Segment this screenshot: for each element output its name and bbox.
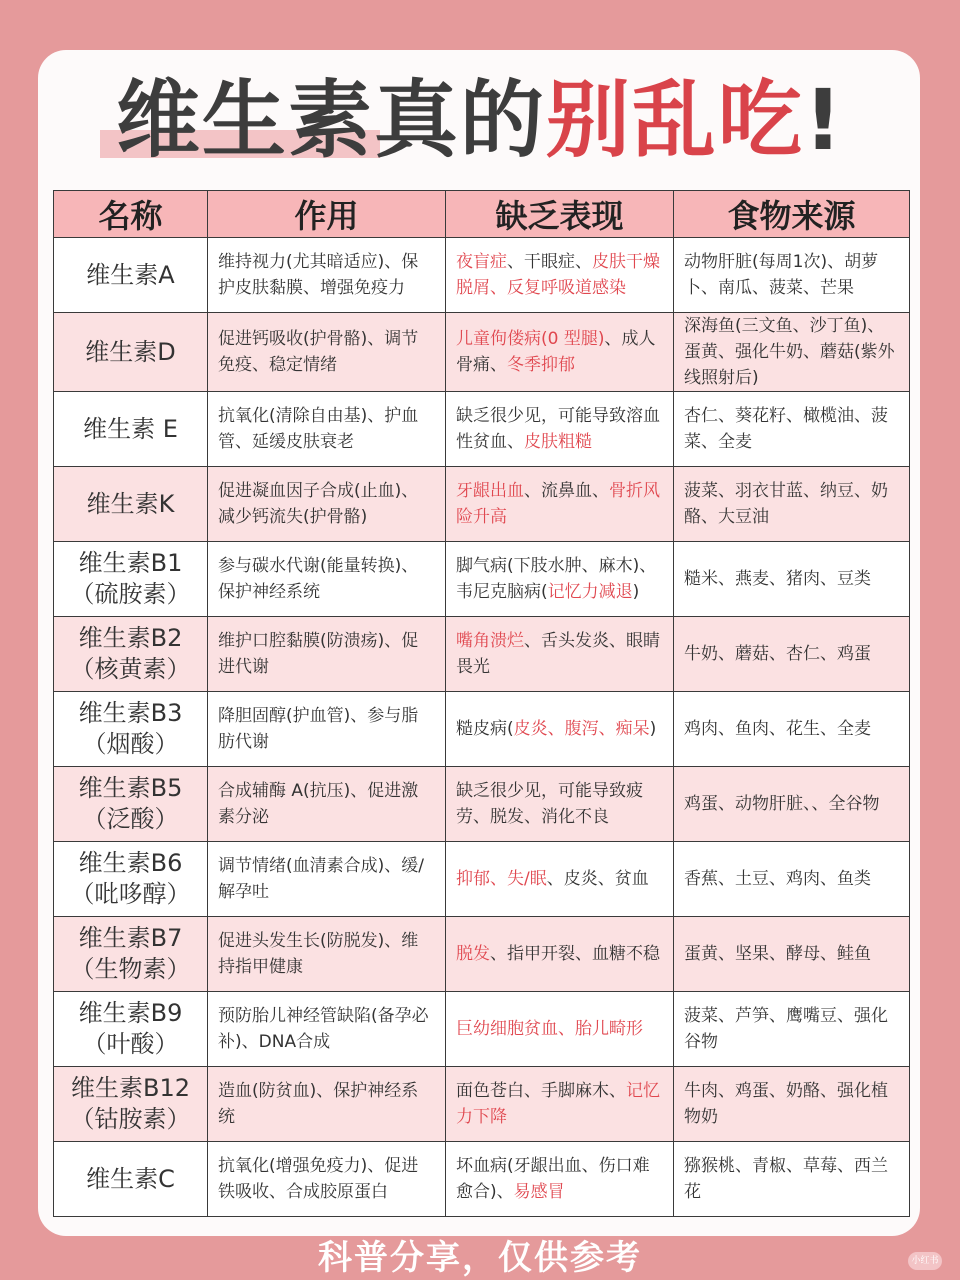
- vitamin-name-cell: [54, 467, 208, 542]
- vitamin-name: 维生素K: [86, 489, 175, 518]
- cell-text: 缺乏很少见，可能导致疲劳、脱发、消化不良: [456, 781, 643, 827]
- deficiency-cell: [446, 767, 674, 842]
- effect-cell: [208, 842, 446, 917]
- highlight-text: 冬季抑郁: [507, 355, 575, 375]
- food-cell: [674, 992, 910, 1067]
- cell-text: 、干眼症、: [507, 252, 592, 272]
- vitamin-alias: （生物素）: [70, 955, 191, 983]
- cell-text: 坏血病(牙龈出血、伤口难愈合)、: [456, 1156, 650, 1202]
- cell-text: 、舌头发炎、眼睛畏光: [456, 631, 660, 677]
- vitamin-table: [53, 190, 910, 1217]
- table-row: [54, 917, 910, 992]
- cell-text: 、成人骨痛、: [456, 329, 656, 375]
- vitamin-name-cell: [54, 842, 208, 917]
- food-cell: [674, 842, 910, 917]
- food-cell: [674, 617, 910, 692]
- cell-text: 抗氧化(清除自由基)、护血管、延缓皮肤衰老: [218, 406, 419, 452]
- header-effect: 作用: [208, 191, 446, 238]
- table-row: [54, 313, 910, 392]
- title-part-3: !: [803, 71, 845, 169]
- vitamin-name: 维生素B6: [78, 849, 183, 877]
- vitamin-name-cell: [54, 767, 208, 842]
- vitamin-alias: （钴胺素）: [70, 1105, 191, 1133]
- effect-cell: [208, 313, 446, 392]
- effect-cell: [208, 542, 446, 617]
- vitamin-name-cell: [54, 392, 208, 467]
- effect-cell: [208, 767, 446, 842]
- page-title: [0, 70, 960, 170]
- highlight-text: 记忆力下降: [456, 1081, 660, 1127]
- highlight-text: 脱发: [456, 944, 490, 964]
- vitamin-name: 维生素B9: [78, 999, 183, 1027]
- deficiency-cell: [446, 1067, 674, 1142]
- vitamin-alias: （泛酸）: [82, 805, 179, 833]
- cell-text: ): [632, 582, 640, 602]
- highlight-text: 骨折风险升高: [456, 481, 660, 527]
- highlight-text: 嘴角溃烂: [456, 631, 524, 651]
- cell-text: ): [649, 719, 657, 739]
- effect-cell: [208, 467, 446, 542]
- highlight-text: 牙龈出血: [456, 481, 524, 501]
- table-row: [54, 992, 910, 1067]
- cell-text: 促进钙吸收(护骨骼)、调节免疫、稳定情绪: [218, 329, 419, 375]
- table-row: [54, 467, 910, 542]
- cell-text: 杏仁、葵花籽、橄榄油、菠菜、全麦: [684, 406, 888, 452]
- vitamin-name: 维生素B2: [78, 624, 183, 652]
- effect-cell: [208, 1067, 446, 1142]
- header-name: 名称: [54, 191, 208, 238]
- cell-text: 、皮炎、贫血: [546, 869, 649, 889]
- food-cell: [674, 238, 910, 313]
- cell-text: 、流鼻血、: [524, 481, 609, 501]
- vitamin-name-cell: [54, 692, 208, 767]
- header-food: 食物来源: [674, 191, 910, 238]
- table-row: [54, 767, 910, 842]
- title-part-1: 维生素真的: [115, 71, 546, 169]
- food-cell: [674, 917, 910, 992]
- cell-text: 预防胎儿神经管缺陷(备孕必补)、DNA合成: [218, 1006, 429, 1052]
- highlight-text: 皮肤干燥脱屑、反复呼吸道感染: [456, 252, 660, 298]
- cell-text: 维护口腔黏膜(防溃疡)、促进代谢: [218, 631, 419, 677]
- food-cell: [674, 692, 910, 767]
- vitamin-name-cell: [54, 1142, 208, 1217]
- deficiency-cell: [446, 992, 674, 1067]
- vitamin-alias: （吡哆醇）: [70, 880, 191, 908]
- table-header-row: [54, 191, 910, 238]
- deficiency-cell: [446, 467, 674, 542]
- vitamin-name-cell: [54, 542, 208, 617]
- deficiency-cell: [446, 542, 674, 617]
- cell-text: 鸡肉、鱼肉、花生、全麦: [684, 719, 871, 739]
- food-cell: [674, 542, 910, 617]
- title-part-2: 别乱吃: [545, 71, 804, 169]
- food-cell: [674, 313, 910, 392]
- table-row: [54, 692, 910, 767]
- cell-text: 菠菜、羽衣甘蓝、纳豆、奶酪、大豆油: [684, 481, 888, 527]
- effect-cell: [208, 692, 446, 767]
- food-cell: [674, 392, 910, 467]
- deficiency-cell: [446, 842, 674, 917]
- cell-text: 菠菜、芦笋、鹰嘴豆、强化谷物: [684, 1006, 888, 1052]
- cell-text: 促进凝血因子合成(止血)、减少钙流失(护骨骼): [218, 481, 419, 527]
- highlight-text: 记忆力减退: [547, 582, 633, 602]
- effect-cell: [208, 992, 446, 1067]
- table-row: [54, 1142, 910, 1217]
- cell-text: 降胆固醇(护血管)、参与脂肪代谢: [218, 706, 419, 752]
- watermark-badge: 小红书: [908, 1252, 942, 1270]
- cell-text: 抗氧化(增强免疫力)、促进铁吸收、合成胶原蛋白: [218, 1156, 419, 1202]
- table-row: [54, 842, 910, 917]
- cell-text: 糙米、燕麦、猪肉、豆类: [684, 569, 871, 589]
- cell-text: 合成辅酶 A(抗压)、促进激素分泌: [218, 781, 419, 827]
- vitamin-name-cell: [54, 1067, 208, 1142]
- deficiency-cell: [446, 1142, 674, 1217]
- cell-text: 造血(防贫血)、保护神经系统: [218, 1081, 419, 1127]
- vitamin-name-cell: [54, 917, 208, 992]
- highlight-text: 抑郁、失/眠: [456, 869, 547, 889]
- vitamin-name: 维生素B3: [78, 699, 183, 727]
- cell-text: 牛肉、鸡蛋、奶酪、强化植物奶: [684, 1081, 888, 1127]
- table-row: [54, 1067, 910, 1142]
- highlight-text: 皮肤粗糙: [524, 432, 592, 452]
- table-body: [54, 238, 910, 1217]
- highlight-text: 巨幼细胞贫血、胎儿畸形: [456, 1019, 643, 1039]
- effect-cell: [208, 617, 446, 692]
- vitamin-name: 维生素A: [86, 260, 175, 289]
- header-deficiency: 缺乏表现: [446, 191, 674, 238]
- food-cell: [674, 467, 910, 542]
- cell-text: 促进头发生长(防脱发)、维持指甲健康: [218, 931, 419, 977]
- vitamin-name-cell: [54, 992, 208, 1067]
- table-row: [54, 238, 910, 313]
- effect-cell: [208, 917, 446, 992]
- effect-cell: [208, 1142, 446, 1217]
- deficiency-cell: [446, 917, 674, 992]
- highlight-text: 儿童佝偻病(0 型腿): [456, 329, 605, 349]
- vitamin-name: 维生素B5: [78, 774, 183, 802]
- cell-text: 调节情绪(血清素合成)、缓/解孕吐: [218, 856, 424, 902]
- vitamin-name: 维生素D: [85, 337, 176, 366]
- footer-note: 科普分享，仅供参考: [318, 1238, 642, 1278]
- vitamin-alias: （核黄素）: [70, 655, 191, 683]
- food-cell: [674, 767, 910, 842]
- vitamin-name: 维生素B1: [78, 549, 183, 577]
- cell-text: 维持视力(尤其暗适应)、保护皮肤黏膜、增强免疫力: [218, 252, 419, 298]
- highlight-text: 易感冒: [513, 1182, 565, 1202]
- effect-cell: [208, 392, 446, 467]
- cell-text: 、指甲开裂、血糖不稳: [490, 944, 660, 964]
- vitamin-name-cell: [54, 617, 208, 692]
- vitamin-name: 维生素B12: [70, 1074, 190, 1102]
- vitamin-alias: （硫胺素）: [70, 580, 191, 608]
- deficiency-cell: [446, 238, 674, 313]
- cell-text: 牛奶、蘑菇、杏仁、鸡蛋: [684, 644, 871, 664]
- vitamin-name-cell: [54, 313, 208, 392]
- effect-cell: [208, 238, 446, 313]
- vitamin-alias: （叶酸）: [82, 1030, 179, 1058]
- vitamin-name-cell: [54, 238, 208, 313]
- vitamin-name: 维生素C: [86, 1164, 175, 1193]
- deficiency-cell: [446, 392, 674, 467]
- cell-text: 脚气病(下肢水肿、麻木)、韦尼克脑病(: [456, 556, 657, 602]
- cell-text: 鸡蛋、动物肝脏、、全谷物: [684, 794, 880, 814]
- deficiency-cell: [446, 313, 674, 392]
- cell-text: 猕猴桃、青椒、草莓、西兰花: [684, 1156, 888, 1202]
- highlight-text: 皮炎、腹泻、痴呆: [513, 719, 650, 739]
- table-row: [54, 617, 910, 692]
- cell-text: 蛋黄、坚果、酵母、鲑鱼: [684, 944, 871, 964]
- cell-text: 动物肝脏(每周1次)、胡萝卜、南瓜、菠菜、芒果: [684, 252, 879, 298]
- table-row: [54, 392, 910, 467]
- vitamin-alias: （烟酸）: [82, 730, 179, 758]
- food-cell: [674, 1067, 910, 1142]
- cell-text: 深海鱼(三文鱼、沙丁鱼)、蛋黄、强化牛奶、蘑菇(紫外线照射后): [684, 316, 895, 388]
- food-cell: [674, 1142, 910, 1217]
- cell-text: 缺乏很少见，可能导致溶血性贫血、: [456, 406, 660, 452]
- table-row: [54, 542, 910, 617]
- vitamin-name: 维生素 E: [83, 414, 178, 443]
- vitamin-name: 维生素B7: [78, 924, 183, 952]
- deficiency-cell: [446, 692, 674, 767]
- deficiency-cell: [446, 617, 674, 692]
- cell-text: 糙皮病(: [456, 719, 514, 739]
- highlight-text: 夜盲症: [456, 252, 507, 272]
- cell-text: 面色苍白、手脚麻木、: [456, 1081, 626, 1101]
- cell-text: 香蕉、土豆、鸡肉、鱼类: [684, 869, 871, 889]
- cell-text: 参与碳水代谢(能量转换)、保护神经系统: [218, 556, 419, 602]
